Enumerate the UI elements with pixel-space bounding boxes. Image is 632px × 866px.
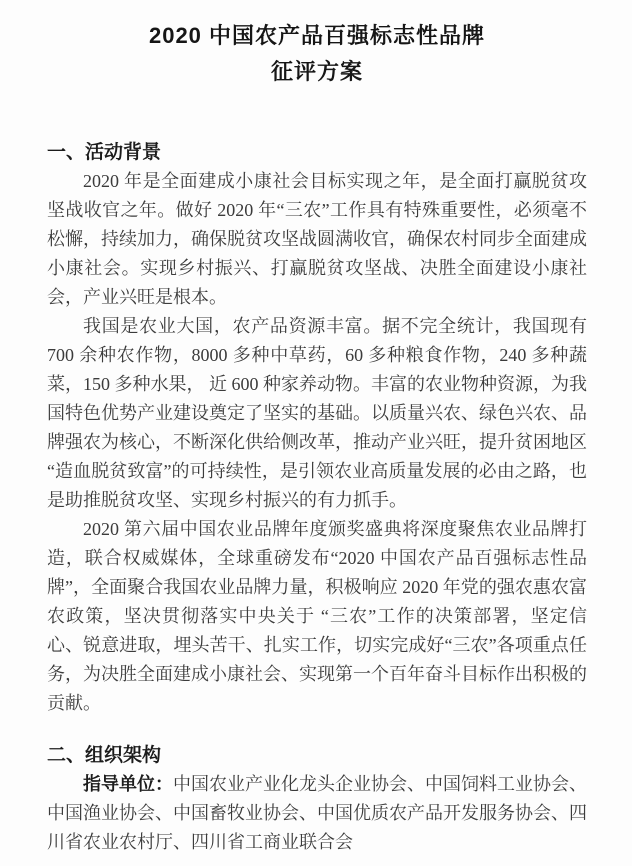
paragraph-background-1: 2020 年是全面建成小康社会目标实现之年，是全面打赢脱贫攻坚战收官之年。做好 2020 年“三农”工作具有特殊重要性，必须毫不松懈，持续加力，确保脱贫攻坚战圆满收官，确保农村同步全面建成小康社会。实现乡村振兴、打赢脱贫攻坚战、决胜全面建设小康社会，产业兴旺是根本。 bbox=[47, 171, 587, 307]
paragraph-background-3: 2020 第六届中国农业品牌年度颁奖盛典将深度聚焦农业品牌打造，联合权威媒体，全球重磅发布“2020 中国农产品百强标志性品牌”，全面聚合我国农业品牌力量，积极响应 2020 年党的强农惠农富农政策，坚决贯彻落实中央关于 “三农”工作的决策部署，坚定信心、锐意进取，埋头苦干、扎实工作，切实完成好“三农”各项重点任务，为决胜全面建成小康社会、实现第一个百年奋斗目标作出积极的贡献。 bbox=[47, 519, 587, 713]
paragraph-guiding-units bbox=[47, 770, 587, 857]
guiding-units-list: 中国农业产业化龙头企业协会、中国饲料工业协会、中国渔业协会、中国畜牧业协会、中国优质农产品开发服务协会、四川省农业农村厅、四川省工商业联合会 bbox=[47, 774, 587, 852]
document-title bbox=[47, 18, 587, 90]
paragraph-background-2: 我国是农业大国，农产品资源丰富。据不完全统计，我国现有 700 余种农作物，8000 多种中草药，60 多种粮食作物，240 多种蔬菜，150 多种水果， 近 600 种家养动物。丰富的农业物种资源，为我国特色优势产业建设奠定了坚实的基础。以质量兴农、绿色兴农、品牌强农为核心，不断深化供给侧改革，推动产业兴旺，提升贫困地区“造血脱贫致富”的可持续性，是引领农业高质量发展的必由之路，也是助推脱贫攻坚、实现乡村振兴的有力抓手。 bbox=[47, 316, 587, 510]
section-heading-activity-background: 一、活动背景 bbox=[47, 142, 162, 163]
section-heading-organization: 二、组织架构 bbox=[47, 745, 162, 766]
guiding-units-label: 指导单位： bbox=[83, 774, 173, 794]
document-title-line-1: 2020 中国农产品百强标志性品牌 bbox=[148, 23, 486, 48]
document-title-line-2: 征评方案 bbox=[270, 59, 363, 84]
